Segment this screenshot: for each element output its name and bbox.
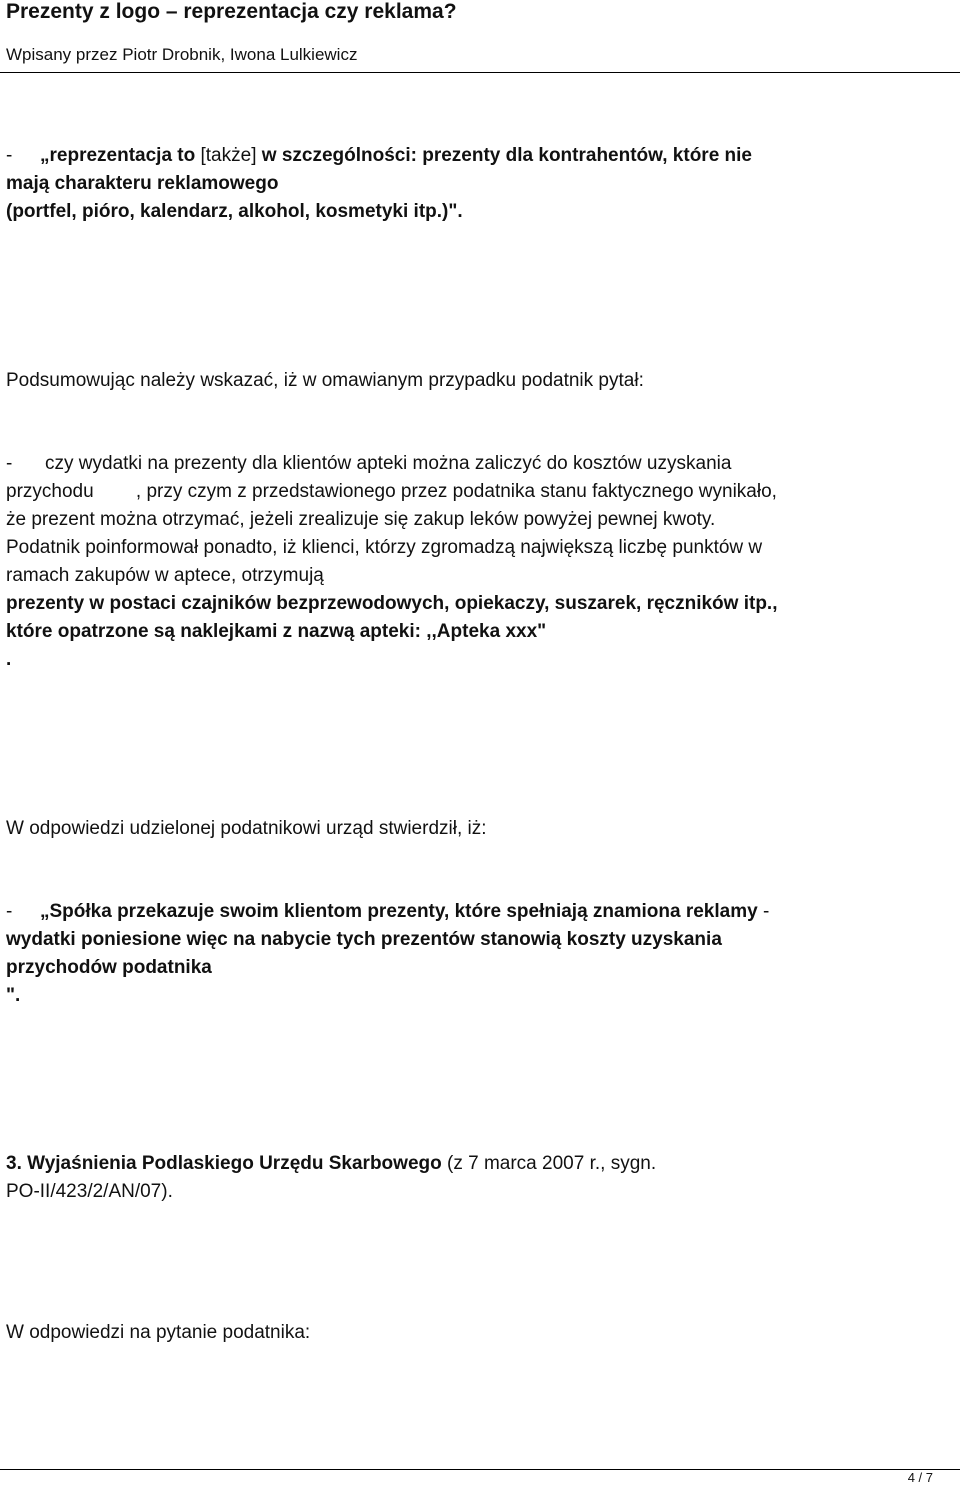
question-line-2: przychodu , przy czym z przedstawionego przez podatnika stanu faktycznego wynikało, (6, 481, 777, 502)
footer-divider (0, 1469, 960, 1470)
page-header (0, 0, 960, 74)
answer-line-1 (6, 899, 769, 925)
question-line-1 (6, 451, 731, 477)
quote-bold-text: „reprezentacja to (40, 145, 201, 166)
section-heading-date: (z 7 marca 2007 r., sygn. (441, 1153, 657, 1174)
document-authors: Wpisany przez Piotr Drobnik, Iwona Lulkiewicz (6, 45, 358, 64)
quote-line-1 (6, 143, 752, 169)
list-dash: - (6, 901, 13, 922)
question-text: czy wydatki na prezenty dla klientów apteki można zaliczyć do kosztów uzyskania (45, 453, 732, 474)
question-line-7: które opatrzone są naklejkami z nazwą apteki: ,,Apteka xxx" (6, 621, 547, 642)
quote-bold-text: w szczególności: prezenty dla kontrahentów, które nie (256, 145, 752, 166)
question-line-3: że prezent można otrzymać, jeżeli zrealizuje się zakup leków powyżej pewnej kwoty. (6, 509, 716, 530)
answer-line-3: przychodów podatnika (6, 957, 212, 978)
question-line-5: ramach zakupów w aptece, otrzymują (6, 565, 324, 586)
quote-line-2: mają charakteru reklamowego (6, 173, 279, 194)
list-dash: - (6, 145, 13, 166)
document-title: Prezenty z logo – reprezentacja czy reklama? (6, 0, 457, 23)
section-heading (6, 1151, 656, 1177)
page-number: 4 / 7 (907, 1470, 933, 1485)
question-line-4: Podatnik poinformował ponadto, iż klienci, którzy zgromadzą największą liczbę punktów w (6, 537, 763, 558)
office-answer-intro: W odpowiedzi udzielonej podatnikowi urząd stwierdził, iż: (6, 818, 487, 839)
section-heading-line-2: PO-II/423/2/AN/07). (6, 1181, 173, 1202)
header-divider (0, 72, 960, 73)
section-heading-bold: 3. Wyjaśnienia Podlaskiego Urzędu Skarbowego (6, 1153, 442, 1174)
list-dash: - (6, 453, 13, 474)
quote-insert-text: [także] (200, 145, 257, 166)
answer-line-2: wydatki poniesione więc na nabycie tych prezentów stanowią koszty uzyskania (6, 929, 722, 950)
answer-tail-text: - (757, 901, 770, 922)
answer-line-4: ". (6, 985, 21, 1006)
question-line-6: prezenty w postaci czajników bezprzewodowych, opiekaczy, suszarek, ręczników itp., (6, 593, 778, 614)
question-line-8: . (6, 649, 12, 670)
answer-bold-text: „Spółka przekazuje swoim klientom prezenty, które spełniają znamiona reklamy (40, 901, 758, 922)
summary-intro: Podsumowując należy wskazać, iż w omawianym przypadku podatnik pytał: (6, 370, 644, 391)
answer-question-intro: W odpowiedzi na pytanie podatnika: (6, 1322, 311, 1343)
quote-line-3: (portfel, pióro, kalendarz, alkohol, kosmetyki itp.)". (6, 201, 463, 222)
